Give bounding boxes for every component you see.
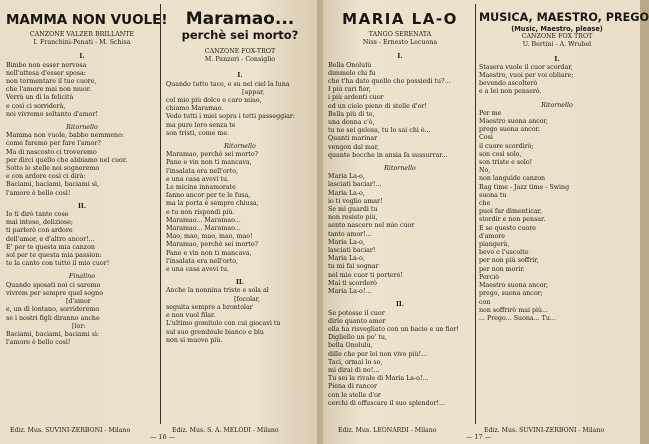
lyric-line: e non vuol filar. bbox=[166, 312, 216, 320]
song-title: MARIA LA-O bbox=[342, 10, 458, 28]
lyric-line: Mai ti scorderò bbox=[328, 279, 377, 287]
lyric-line: Mao, mao, mao, mao, mao! bbox=[166, 233, 253, 241]
stanza bbox=[328, 173, 472, 296]
lyric-line: e così ci sorriderà, bbox=[6, 102, 66, 110]
lyric-line: nell'attesa d'esser sposa: bbox=[6, 69, 86, 77]
lyric-line: se i nostri figli diranno anche bbox=[6, 314, 100, 322]
lyric-line: cerchi di offuscare il suo splendor!... bbox=[328, 399, 446, 407]
section-label: Ritornello bbox=[224, 143, 256, 151]
lyric-line: Perciò bbox=[479, 273, 500, 281]
stanza bbox=[6, 132, 158, 198]
lyric-line: lasciati baciar!... bbox=[328, 181, 382, 189]
lyric-line: non tormentare il tuo cuore, bbox=[6, 78, 97, 86]
lyric-line: e una casa avevi tu. bbox=[166, 175, 230, 183]
song-genre: CANZONE FOX-TROT bbox=[204, 48, 276, 55]
lyric-line: Quando tutto tace, e su nel ciel la luna bbox=[166, 80, 290, 88]
lyric-line: Quanti marinar bbox=[328, 135, 378, 143]
lyric-line: per non morir. bbox=[479, 265, 525, 273]
lyric-line: L'ultimo gomitolo con cui giocavi tu bbox=[166, 320, 281, 328]
lyric-line: E se questo cuore bbox=[479, 224, 537, 232]
lyric-line: Verrà un dì la felicità bbox=[6, 94, 74, 102]
song-authors: I. Franchini-Penati - M. Schisa bbox=[33, 39, 131, 47]
lyric-line: non soffrirò mai più... bbox=[479, 306, 549, 314]
song-authors: Niss - Ernesto Lecuona bbox=[362, 39, 438, 47]
page-number: — 17 — bbox=[466, 433, 491, 441]
lyric-line: tu ne sei gelosa, tu lo sai chi è... bbox=[328, 127, 431, 135]
lyric-line: sol per te questa mia passion: bbox=[6, 252, 102, 260]
section-label: I. bbox=[397, 53, 403, 61]
lyric-line: I più rari fior, bbox=[328, 86, 371, 94]
lyric-line: ma pure loro senza te bbox=[166, 121, 236, 129]
lyric-line: suona tu bbox=[479, 191, 507, 199]
lyric-line: Stasera vuole il cuor scordar, bbox=[479, 63, 573, 71]
song-title-line1: Maramao... bbox=[185, 9, 295, 29]
lyric-line: Quando sposati noi ci saremo bbox=[6, 281, 101, 289]
lyric-line: Digliello un po' tu, bbox=[328, 334, 387, 342]
lyric-line: che bbox=[479, 200, 491, 208]
lyric-line: Sotto le stelle noi sogneremo bbox=[6, 165, 100, 173]
stanza bbox=[479, 64, 635, 97]
song-genre: TANGO SERENATA bbox=[368, 31, 432, 38]
section-label: Ritornello bbox=[66, 124, 98, 132]
column-divider bbox=[475, 4, 476, 424]
lyric-line: prego, suona ancor; bbox=[479, 290, 543, 298]
section-label: Ritornello bbox=[384, 165, 416, 173]
page-gutter bbox=[317, 0, 323, 444]
lyric-line: Le micine innamorate bbox=[166, 184, 236, 192]
lyric-line: tanto amor!... bbox=[328, 230, 372, 238]
lyric-line: e con ardore così ci dirà: bbox=[6, 173, 86, 181]
lyric-line: mi dirai di no!... bbox=[328, 366, 380, 374]
lyric-line: nel mio cuor ti porterò! bbox=[328, 271, 403, 279]
song-maramao bbox=[166, 4, 314, 399]
stanza bbox=[328, 310, 472, 408]
lyric-line: l'amore è bello così! bbox=[6, 339, 71, 347]
lyric-line: Ma di nascosto ci troveremo bbox=[6, 148, 97, 156]
lyric-line: che l'amore mai non muor. bbox=[6, 86, 92, 94]
lyric-line: bevendo ascolterò bbox=[479, 80, 538, 88]
lyric-line: il cuore scordirò; bbox=[479, 142, 534, 150]
lyric-line: una donna c'è, bbox=[328, 119, 375, 127]
lyric-line: Anche la nonnina triste e sola al bbox=[166, 287, 269, 295]
lyric-line: e a lei non penserò. bbox=[479, 88, 542, 96]
song-title: MAMMA NON VUOLE! bbox=[6, 12, 168, 28]
lyric-line: vivrem per sempre quel sogno bbox=[6, 289, 104, 297]
lyric-line: noi vivremo soltanto d'amor! bbox=[6, 110, 99, 118]
stanza bbox=[166, 151, 314, 274]
lyric-line: non si muove più. bbox=[166, 336, 223, 344]
lyric-line: fanno ancor per te le fusa, bbox=[166, 192, 251, 200]
lyric-line: per non più soffrir, bbox=[479, 257, 539, 265]
lyric-line: con le stelle d'or bbox=[328, 391, 381, 399]
lyric-line: non resisto più, bbox=[328, 214, 378, 222]
lyric-line: dimmelo chi fu bbox=[328, 69, 376, 77]
lyric-line: e una casa avevi tu. bbox=[166, 266, 230, 274]
section-label: I. bbox=[554, 55, 560, 63]
lyric-line: Pane e vin non ti mancava, bbox=[166, 249, 252, 257]
lyric-line: Così bbox=[479, 134, 493, 142]
lyric-line: [lor: bbox=[6, 322, 86, 330]
stanza bbox=[6, 62, 158, 119]
lyrics bbox=[6, 53, 158, 347]
lyric-line: te la canto con tutto il mio cuor! bbox=[6, 260, 110, 268]
song-mamma-non-vuole bbox=[6, 4, 168, 399]
section-label: I. bbox=[79, 53, 85, 61]
lyric-line: Maria La-o, bbox=[328, 255, 365, 263]
song-genre: CANZONE VALZER BRILLANTE bbox=[29, 31, 135, 38]
section-label: Ritornello bbox=[541, 101, 573, 109]
lyric-line: [appar, bbox=[166, 88, 265, 96]
stanza bbox=[328, 62, 472, 160]
lyric-line: Maria La-o!... bbox=[328, 288, 372, 296]
lyric-line: Per me bbox=[479, 109, 502, 117]
section-label: I. bbox=[237, 72, 243, 80]
lyric-line: Maria La-o, bbox=[328, 238, 365, 246]
song-authors: U. Bertini - A. Wrubel bbox=[522, 41, 592, 49]
lyric-line: Maramao... Maramao... bbox=[166, 216, 241, 224]
lyric-line: bella Onolulù, bbox=[328, 342, 373, 350]
lyric-line: Maestro suona ancor, bbox=[479, 118, 548, 126]
lyric-line: con bbox=[479, 298, 491, 306]
lyric-line: chiamo Maramao. bbox=[166, 105, 224, 113]
lyric-line: l'amore è bello così! bbox=[6, 189, 71, 197]
lyric-line: col mio più dolce e caro miao, bbox=[166, 97, 262, 105]
lyric-line: seguita sempre a brontolar bbox=[166, 303, 253, 311]
stanza bbox=[166, 287, 314, 344]
lyric-line: mai intese, deliziose; bbox=[6, 219, 74, 227]
lyric-line: tu mi fai sognar bbox=[328, 263, 379, 271]
lyrics bbox=[328, 53, 472, 408]
stanza bbox=[479, 110, 635, 323]
section-label: II. bbox=[77, 202, 87, 210]
lyric-line: ti parlerò con ardore bbox=[6, 227, 73, 235]
lyric-line: dell'amor, e d'altro ancor!... bbox=[6, 235, 95, 243]
lyric-line: son tristi, come me. bbox=[166, 129, 230, 137]
publisher-credit: Ediz. Mus. SUVINI-ZERBONI - Milano bbox=[10, 427, 131, 434]
lyric-line: e, un dì lontano, sorrideremo bbox=[6, 306, 100, 314]
lyric-line: Se potesse il cuor bbox=[328, 309, 385, 317]
lyric-line: piangerà, bbox=[479, 241, 510, 249]
lyric-line: l'insalata era nell'orto, bbox=[166, 167, 239, 175]
section-label: II. bbox=[395, 301, 405, 309]
lyric-line: Tu sei la rivale di Maria La-o!... bbox=[328, 375, 429, 383]
lyric-line: [d'amor bbox=[6, 298, 91, 306]
publisher-credit: Ediz. Mus. S. A. MELODI - Milano bbox=[172, 427, 279, 434]
lyric-line: E' per te questa mia canzon bbox=[6, 243, 95, 251]
lyric-line: quante bocche in ansia fa sussurrar... bbox=[328, 151, 448, 159]
lyric-line: Maramao, perchè sei morto? bbox=[166, 151, 259, 159]
song-musica-maestro-prego bbox=[479, 4, 649, 399]
lyric-line: Maestro, vuoi per voi obliare; bbox=[479, 72, 574, 80]
section-label: Finalino bbox=[68, 273, 96, 281]
lyric-line: Se mi guardi tu bbox=[328, 206, 378, 214]
publisher-credit: Ediz. Mus. LEONARDI - Milano bbox=[338, 427, 437, 434]
song-genre: CANZONE FOX TROT bbox=[521, 33, 593, 41]
lyric-line: Piena di rancor bbox=[328, 383, 377, 391]
song-subtitle: (Music, Maestro, please) bbox=[511, 25, 603, 33]
lyric-line: dille che per lei non vivo più!... bbox=[328, 350, 428, 358]
stanza bbox=[166, 81, 314, 138]
lyric-line: io ti voglio amar! bbox=[328, 197, 383, 205]
lyric-line: Maramao, perchè sei morto? bbox=[166, 241, 259, 249]
lyric-line: Maestro suona ancor, bbox=[479, 282, 548, 290]
lyrics bbox=[479, 56, 635, 324]
lyric-line: ella ha risvegliato con un bacio e un fior! bbox=[328, 325, 459, 333]
lyric-line: sento nascere nel mio cuor bbox=[328, 222, 415, 230]
lyric-line: Pane e vin non ti mancava, bbox=[166, 159, 252, 167]
lyric-line: dirle quanto amor bbox=[328, 317, 386, 325]
lyric-line: stordir e non pensar. bbox=[479, 216, 546, 224]
lyric-line: Maria La-o, bbox=[328, 189, 365, 197]
lyric-line: Maria La-o, bbox=[328, 173, 365, 181]
lyric-line: Bella Onolulù bbox=[328, 61, 372, 69]
lyric-line: Rag time - Jazz time - Swing bbox=[479, 183, 570, 191]
lyric-line: Bella più di te, bbox=[328, 110, 375, 118]
lyric-line: sul suo grembiule bianco e blu bbox=[166, 328, 264, 336]
lyric-line: ed un cielo pieno di stelle d'or! bbox=[328, 102, 427, 110]
lyric-line: Bimbo non esser nervosa bbox=[6, 61, 87, 69]
lyric-line: Vedo tutti i miei sopra i tetti passeggiar: bbox=[166, 113, 296, 121]
lyric-line: come faremo per fare l'amor? bbox=[6, 140, 101, 148]
lyric-line: e tu non rispondi più. bbox=[166, 208, 235, 216]
lyric-line: Baciami, baciami, baciami sì, bbox=[6, 181, 100, 189]
lyric-line: ... Prego... Suona... Tu... bbox=[479, 314, 556, 322]
lyric-line: per dirci quello che abbiamo nel cuor. bbox=[6, 156, 128, 164]
lyric-line: prego suona ancor. bbox=[479, 126, 540, 134]
stanza bbox=[6, 211, 158, 268]
lyric-line: [focolar, bbox=[166, 295, 261, 303]
lyric-line: Io ti dirò tante cose bbox=[6, 211, 69, 219]
lyric-line: vengon dal mar, bbox=[328, 143, 380, 151]
lyric-line: son così solo, bbox=[479, 150, 522, 158]
page-number: — 16 — bbox=[150, 433, 175, 441]
song-title: MUSICA, MAESTRO, PREGO bbox=[479, 11, 649, 24]
lyric-line: l'insalata era nell'orto, bbox=[166, 257, 239, 265]
song-title-line2: perchè sei morto? bbox=[181, 28, 299, 42]
lyric-line: lasciati baciar! bbox=[328, 247, 376, 255]
lyric-line: Taci, ormai lo so, bbox=[328, 358, 383, 366]
publisher-credit: Ediz. Mus. SUVINI-ZERBONI - Milano bbox=[484, 427, 605, 434]
lyric-line: ma la porta è sempre chiusa, bbox=[166, 200, 259, 208]
lyric-line: Baciami, baciami, baciami sì: bbox=[6, 330, 100, 338]
lyrics bbox=[166, 72, 314, 345]
lyric-line: non languide canzon bbox=[479, 175, 546, 183]
lyric-line: d'amore bbox=[479, 232, 506, 240]
song-authors: M. Panzeri - Consiglio bbox=[204, 56, 276, 64]
lyric-line: Mamma non vuole, babbo nemmeno: bbox=[6, 132, 125, 140]
lyric-line: Maramao... Maramao... bbox=[166, 225, 241, 233]
column-divider bbox=[160, 4, 161, 424]
lyric-line: bevo e l'uscolto bbox=[479, 249, 529, 257]
song-maria-la-o bbox=[328, 4, 472, 407]
lyric-line: che t'ha dato quello che possiedi tu?... bbox=[328, 78, 451, 86]
stanza bbox=[6, 282, 158, 348]
lyric-line: i più ardenti cuor bbox=[328, 94, 384, 102]
lyric-line: No, bbox=[479, 167, 491, 175]
lyric-line: puoi far dimenticar, bbox=[479, 208, 542, 216]
section-label: II. bbox=[235, 279, 245, 287]
lyric-line: son triste e solo! bbox=[479, 159, 533, 167]
